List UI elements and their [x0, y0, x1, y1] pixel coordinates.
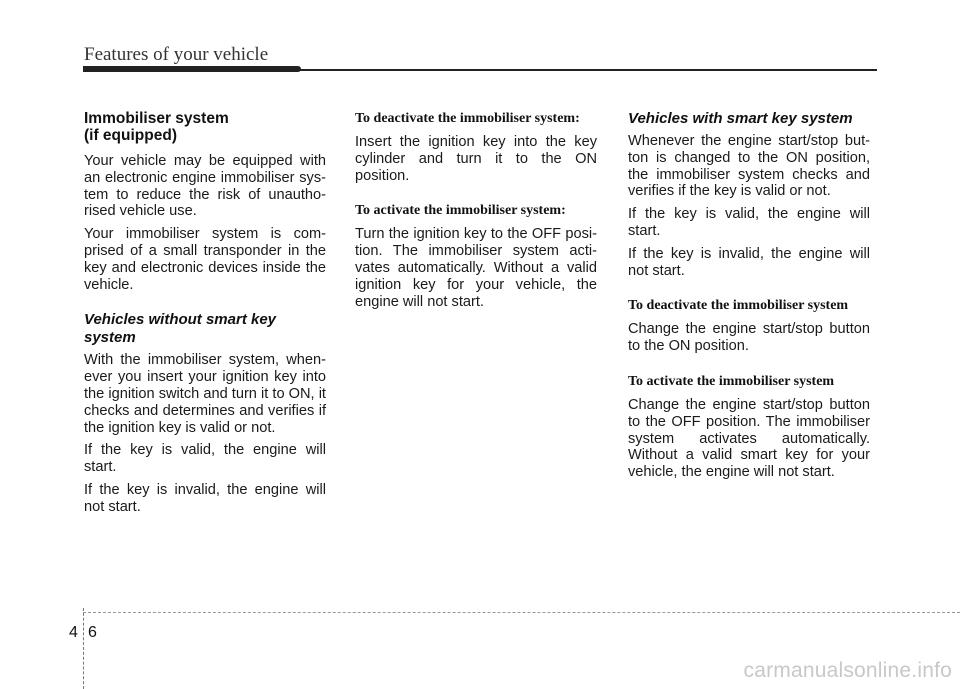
subheading-with-smart-key: Vehicles with smart key system	[628, 110, 853, 127]
page-number: 6	[88, 624, 97, 641]
paragraph: Whenever the engine start/stop but- ton is changed to the ON position, the immobiliser system checks and verifies if the key is valid or not.	[628, 133, 870, 200]
paragraph: If the key is invalid, the engine will not start.	[628, 245, 870, 279]
paragraph: Change the engine start/stop button to the ON position.	[628, 321, 870, 355]
paragraph: Insert the ignition key into the key cylinder and turn it to the ON position.	[355, 134, 597, 184]
section-title	[84, 110, 326, 144]
paragraph: If the key is valid, the engine will start.	[628, 206, 870, 239]
paragraph: With the immobiliser system, when- ever you insert your ignition key into the ignition switch and turn it to ON, it checks and determines and verifies if the ignition key is valid or not.	[84, 352, 326, 436]
footer-dashed-rule	[83, 612, 960, 613]
column-1	[84, 110, 326, 522]
watermark-text: carmanualsonline.info	[743, 659, 952, 682]
paragraph: Change the engine start/stop button to the OFF position. The immobiliser system activates automatically. Without a valid smart key for your vehicle, the engine will not start.	[628, 396, 870, 481]
subheading-without-smart-key: Vehicles without smart key system	[84, 311, 277, 347]
paragraph: If the key is invalid, the engine will not start.	[84, 481, 326, 515]
section-title-line1: Immobiliser system	[84, 110, 229, 127]
header-rule-thick	[83, 66, 301, 72]
paragraph: Turn the ignition key to the OFF posi- tion. The immobiliser system acti- vates automatically. Without a valid ignition key for your vehicle, the engine will not start.	[355, 226, 597, 310]
heading-activate: To activate the immobiliser system:	[355, 203, 566, 219]
section-title-line2: (if equipped)	[84, 127, 177, 144]
page-header-title: Features of your vehicle	[84, 44, 269, 65]
heading-activate-smart: To activate the immobiliser system	[628, 373, 835, 389]
paragraph: Your vehicle may be equipped with an electronic engine immobiliser sys- tem to reduce the risk of unautho- rised vehicle use.	[84, 153, 326, 220]
heading-deactivate: To deactivate the immobiliser system:	[355, 111, 580, 126]
heading-deactivate-smart: To deactivate the immobiliser system	[628, 298, 849, 314]
header-rule-thin	[300, 69, 877, 71]
footer-dashed-divider	[83, 608, 84, 689]
paragraph: Your immobiliser system is com- prised of a small transponder in the key and electronic devices inside the vehicle.	[84, 226, 326, 293]
paragraph: If the key is valid, the engine will start.	[84, 442, 326, 476]
page-chapter-number: 4	[69, 624, 78, 641]
column-3	[628, 110, 870, 487]
column-2	[355, 110, 597, 316]
